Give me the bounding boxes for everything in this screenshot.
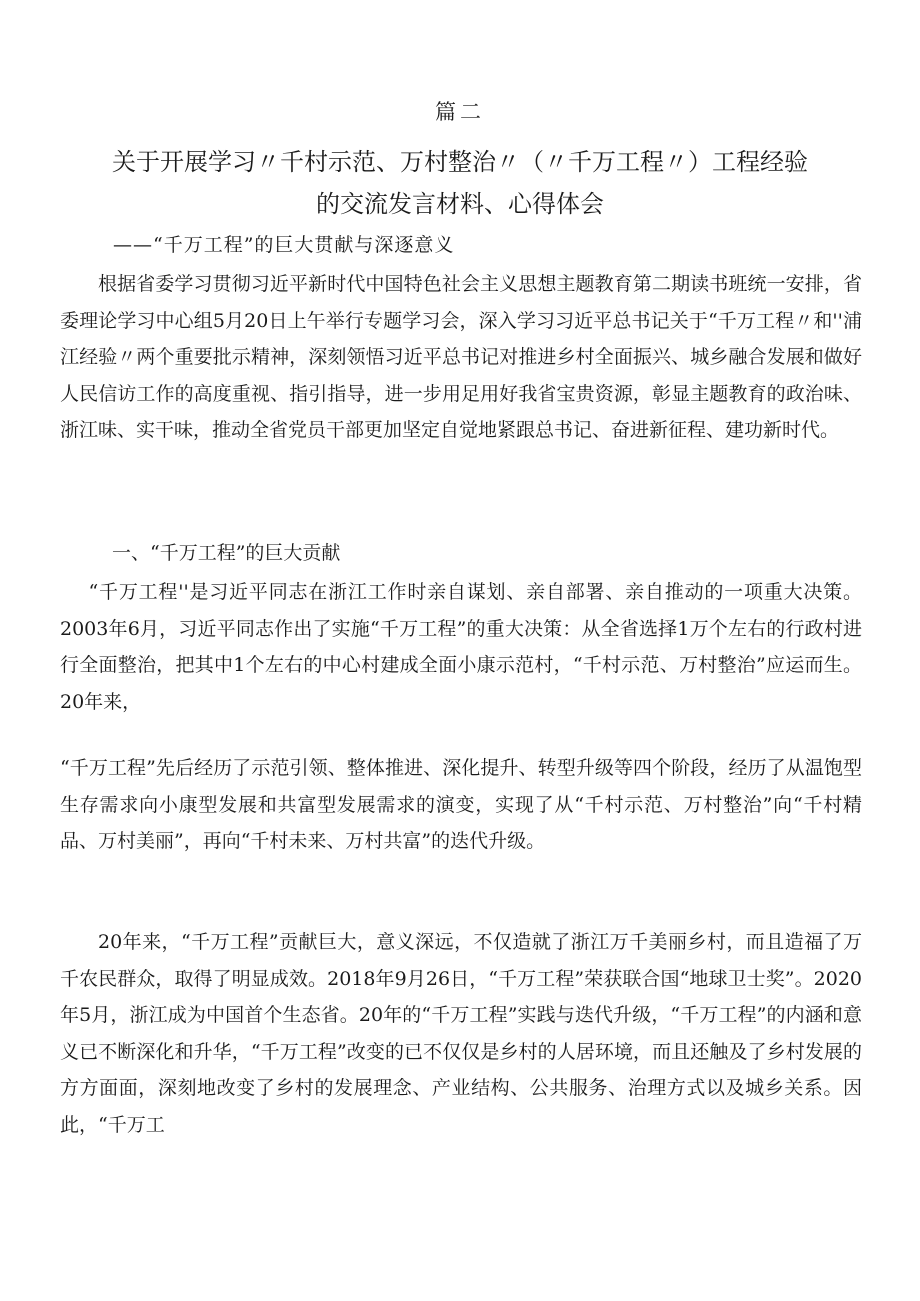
section-heading-1: 一、“千万工程”的巨大贡献 bbox=[112, 542, 341, 564]
document-subtitle: ——“千万工程”的巨大贯献与深逐意义 bbox=[113, 234, 455, 256]
paragraph-contribution-b: “千万工程”先后经历了示范引领、整体推进、深化提升、转型升级等四个阶段，经历了从温饱型生存需求向小康型发展和共富型发展需求的演变，实现了从“千村示范、万村整治”向“千村精品、万村美丽”，再向“千村未来、万村共富”的迭代升级。 bbox=[60, 757, 862, 852]
paragraph-significance: 20年来，“千万工程”贡献巨大，意义深远，不仅造就了浙江万千美丽乡村，而且造福了万千农民群众，取得了明显成效。2018年9月26日，“千万工程”荣获联合国“地球卫士奖”。2020年5月，浙江成为中国首个生态省。20年的“千万工程”实践与迭代升级，“千万工程”的内涵和意义已不断深化和升华，“千万工程”改变的已不仅仅是乡村的人居环境，而且还触及了乡村发展的方方面面，深刻地改变了乡村的发展理念、产业结构、公共服务、治理方式以及城乡关系。因此，“千万工 bbox=[60, 931, 862, 1136]
paragraph-contribution-a: “千万工程''是习近平同志在浙江工作时亲自谋划、亲自部署、亲自推动的一项重大决策。2003年6月，习近平同志作出了实施“千万工程”的重大决策：从全省选择1万个左右的行政村进行全面整治，把其中1个左右的中心村建成全面小康示范村，“千村示范、万村整治”应运而生。20年来， bbox=[60, 581, 862, 713]
document-title-line-2: 的交流发言材料、心得体会 bbox=[316, 190, 604, 218]
paragraph-intro: 根据省委学习贯彻习近平新时代中国特色社会主义思想主题教育第二期读书班统一安排，省委理论学习中心组5月20日上午举行专题学习会，深入学习习近平总书记关于“千万工程〃和''浦江经验〃两个重要批示精神，深刻领悟习近平总书记对推进乡村全面振兴、城乡融合发展和做好人民信访工作的高度重视、指引指导，进一步用足用好我省宝贵资源，彰显主题教育的政治味、浙江味、实干味，推动全省党员干部更加坚定自觉地紧跟总书记、奋进新征程、建功新时代。 bbox=[60, 273, 862, 441]
document-title-line-1: 关于开展学习〃千村示范、万村整治〃（〃千万工程〃）工程经验 bbox=[112, 148, 808, 176]
section-label: 篇二 bbox=[435, 100, 485, 124]
